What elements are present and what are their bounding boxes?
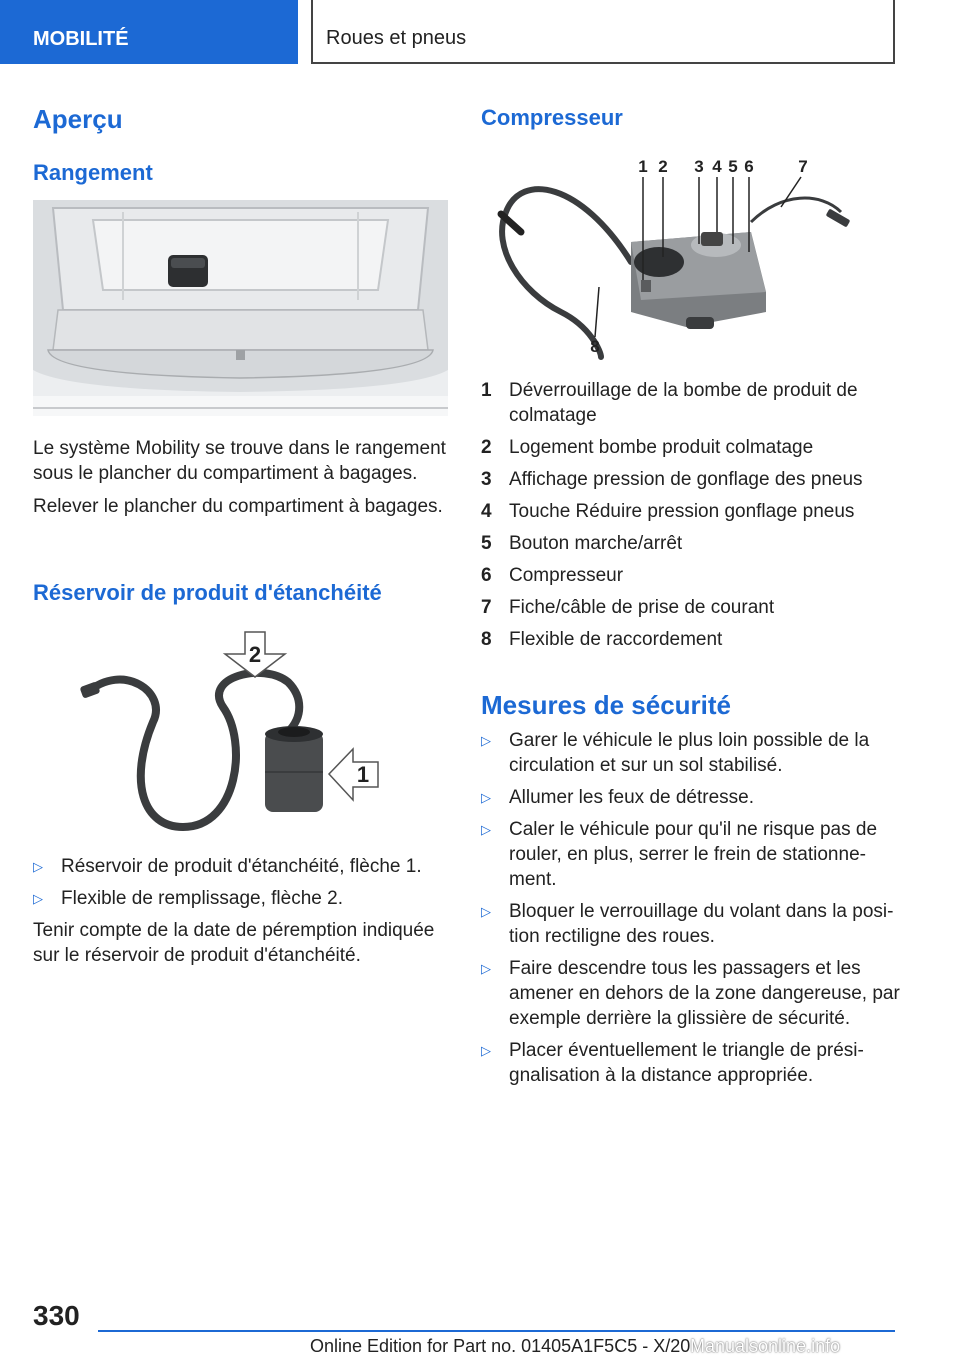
chapter-title: Roues et pneus	[311, 0, 895, 64]
callout-2: 2	[658, 157, 668, 176]
safety-heading: Mesures de sécurité	[481, 690, 732, 720]
callout-1: 1	[638, 157, 648, 176]
footer-rule	[98, 1330, 895, 1332]
list-item: ▷ Flexible de remplissage, flèche 2.	[33, 888, 343, 909]
list-item: ▷ Garer le véhicule le plus loin possible de la circulation et sur un sol stabilisé.	[481, 730, 870, 776]
sealant-heading: Réservoir de produit d'étanchéité	[33, 580, 382, 605]
bullet-triangle-icon: ▷	[481, 1043, 491, 1058]
luggage-compartment-photo	[33, 200, 448, 416]
legend-item: 3 Affichage pression de gonflage des pneus	[481, 469, 863, 490]
storage-paragraph: Le système Mobility se trouve dans le rangement sous le plancher du compartiment à bagages.	[33, 438, 446, 484]
legend-item: 7 Fiche/câble de prise de courant	[481, 597, 775, 618]
page-title: Aperçu	[33, 104, 123, 134]
bullet-triangle-icon: ▷	[481, 961, 491, 976]
callout-6: 6	[744, 157, 754, 176]
edition-text: Online Edition for Part no. 01405A1F5C5 - X/20	[310, 1336, 691, 1356]
arrow-label-1: 1	[356, 762, 370, 787]
bullet-triangle-icon: ▷	[481, 904, 491, 919]
legend-item: 5 Bouton marche/arrêt	[481, 533, 683, 554]
storage-heading: Rangement	[33, 160, 153, 185]
callout-4: 4	[712, 157, 722, 176]
watermark: Manualsonline.info	[690, 1336, 841, 1356]
list-item: ▷ Faire descendre tous les passagers et les amener en dehors de la zone dangereuse, par exemple derrière la glissière de sécurité.	[481, 958, 900, 1029]
compressor-legend	[481, 378, 901, 659]
page-number: 330	[33, 1300, 80, 1331]
compressor-figure	[481, 152, 896, 362]
legend-item: 4 Touche Réduire pression gonflage pneus	[481, 501, 855, 522]
bullet-triangle-icon: ▷	[33, 859, 43, 874]
bullet-triangle-icon: ▷	[33, 891, 43, 906]
list-item: ▷ Caler le véhicule pour qu'il ne risque pas de rouler, en plus, serrer le frein de stationnement.	[481, 819, 878, 890]
arrow-label-2: 2	[248, 642, 262, 667]
list-item: ▷ Bloquer le verrouillage du volant dans la position rectiligne des roues.	[481, 901, 894, 947]
list-item: ▷ Allumer les feux de détresse.	[481, 787, 755, 808]
sealant-bullets	[33, 854, 453, 918]
callout-5: 5	[728, 157, 738, 176]
sealant-reservoir-figure	[33, 622, 448, 842]
bullet-triangle-icon: ▷	[481, 733, 491, 748]
callout-7: 7	[798, 157, 808, 176]
bullet-triangle-icon: ▷	[481, 822, 491, 837]
storage-text	[33, 436, 451, 527]
section-tab: MOBILITÉ	[0, 0, 298, 64]
legend-item: 8 Flexible de raccordement	[481, 629, 723, 650]
safety-bullets	[481, 728, 901, 1095]
compressor-heading: Compresseur	[481, 105, 623, 130]
callout-3: 3	[694, 157, 704, 176]
legend-item: 2 Logement bombe produit colmatage	[481, 437, 814, 458]
legend-item: 1 Déverrouillage de la bombe de produit de colmatage	[481, 380, 858, 426]
storage-paragraph: Relever le plancher du compartiment à bagages.	[33, 496, 443, 517]
list-item: ▷ Placer éventuellement le triangle de présignalisation à la distance appropriée.	[481, 1040, 864, 1086]
list-item: ▷ Réservoir de produit d'étanchéité, flèche 1.	[33, 856, 422, 877]
callout-8: 8	[590, 337, 600, 356]
legend-item: 6 Compresseur	[481, 565, 624, 586]
bullet-triangle-icon: ▷	[481, 790, 491, 805]
sealant-note: Tenir compte de la date de péremption indiquée sur le réservoir de produit d'étanchéité.	[33, 920, 435, 966]
